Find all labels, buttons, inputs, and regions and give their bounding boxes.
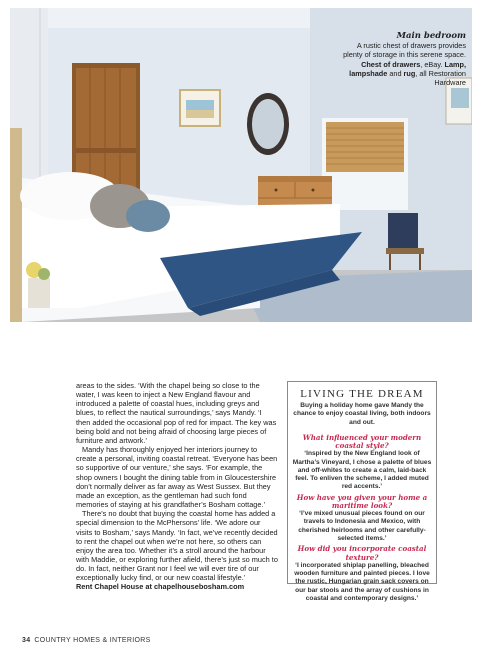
paragraph-1: areas to the sides. ‘With the chapel being so close to the water, I was keen to inject a New England flavour and introduced a palette of coastal hues, including greys and blues, to reflect the nautical surroundings,’ says Mandy. ‘I then added the occasional pop of red for impact. The key was being bold and not being afraid of choosing large pieces of furniture and artwork.’ [76, 381, 277, 445]
caption-text: A rustic chest of drawers provides plenty of storage in this serene space. [343, 41, 466, 60]
rent-link[interactable]: Rent Chapel House at chapelhousebosham.com [76, 582, 245, 592]
caption-source-chest: , eBay. [420, 59, 443, 69]
sidebar-answer-2: ‘I’ve mixed unusual pieces found on our travels to Indonesia and Mexico, with cherished heirlooms and other carefully-selected items.’ [298, 510, 426, 543]
caption-title: Main bedroom [396, 31, 466, 41]
caption-bold-lamp: Lamp, lampshade [349, 59, 466, 78]
sidebar-answer-3: ‘I incorporated shiplap panelling, bleached wooden furniture and painted pieces. I love the rustic, Hungarian grain sack covers on our bar stools and the array of cushions in coastal and contemporary designs.’ [294, 561, 430, 602]
magazine-name: COUNTRY HOMES & INTERIORS [34, 637, 151, 644]
sidebar-answer-1: ‘Inspired by the New England look of Martha’s Vineyard, I chose a palette of blues and off-whites to create a calm, laid-back feel. To enliven the scheme, I added muted red accents.’ [292, 450, 432, 491]
page-footer [22, 637, 151, 644]
article-body [76, 381, 278, 592]
sidebar-question-1: What influenced your modern coastal style? [302, 432, 422, 451]
sidebar-question-3: How did you incorporate coastal texture? [297, 544, 427, 562]
living-the-dream-box [287, 381, 437, 602]
sidebar-question-2: How have you given your home a maritime look? [296, 492, 428, 510]
paragraph-2: Mandy has thoroughly enjoyed her interiors journey to create a personal, inviting coastal retreat. ‘Everyone has been so supportive of our venture,’ she says. ‘For example, the shop owners I bought the dining table from in Gloucestershire don’t normally deliver as far away as West Sussex. But they made an exception, as the gentleman had such fond memories of staying at his grandfather’s Bosham cottage.’ [76, 445, 278, 510]
photo-caption [341, 32, 466, 87]
sidebar-title: LIVING THE DREAM [300, 388, 424, 400]
page-number: 34 [22, 637, 31, 644]
caption-and: and [387, 68, 402, 78]
caption-bold-chest: Chest of drawers [361, 59, 421, 69]
caption-bold-rug: rug [403, 68, 416, 78]
caption-source-all: , all Restoration Hardware [415, 68, 466, 88]
sidebar-intro: Buying a holiday home gave Mandy the chance to enjoy coastal living, both indoors and out. [293, 402, 431, 426]
paragraph-3: There’s no doubt that buying the coastal home has added a special dimension to the McPhersons’ life. ‘We adore our visits to Bosham,’ says Mandy. ‘In fact, we’ve recently decided to rent the chapel out when we’re not here, so others can enjoy the area too. Whether it’s a stroll around the harbour with Maddie, or exploring further afield, there’s just so much to do. In fact, neither Grant nor I feel we will ever tire of our exceptionally lucky find, or our new coastal lifestyle.’ [76, 509, 278, 583]
